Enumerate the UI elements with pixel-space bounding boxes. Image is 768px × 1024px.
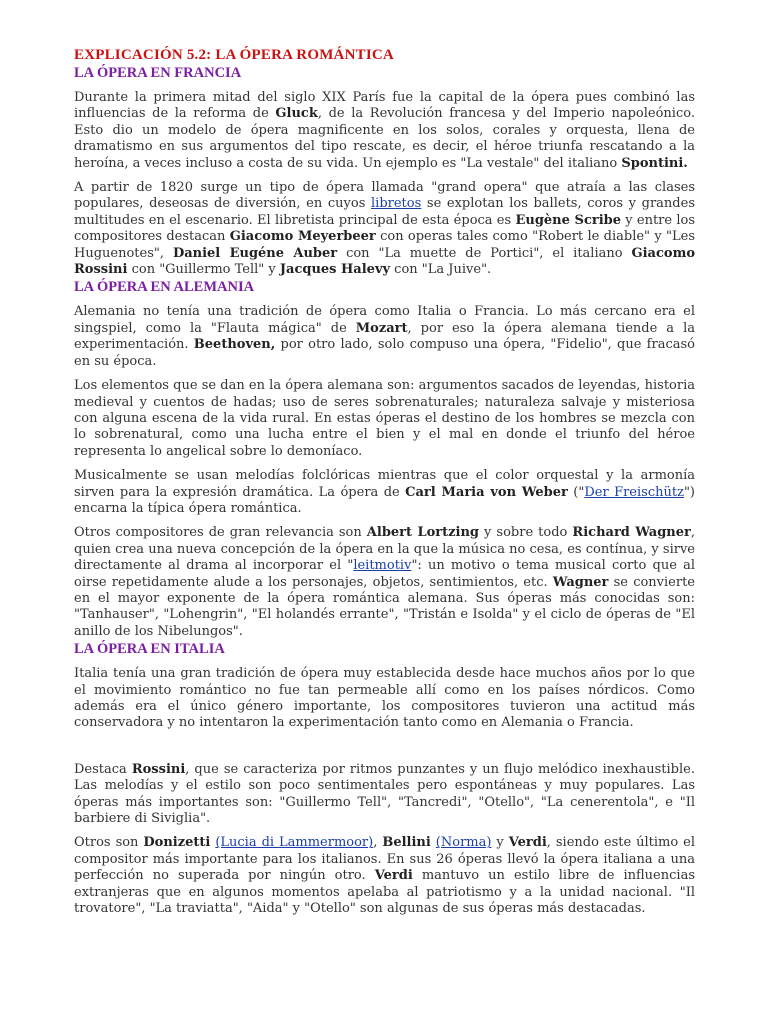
bold-name: Carl Maria von Weber <box>405 484 568 500</box>
inline-link[interactable]: leitmotiv <box>353 558 412 574</box>
text-run: con "Guillermo Tell" y <box>127 262 280 278</box>
text-run: Musicalmente se usan melodías folclóricas mientras que el color orquestal y la armonía sirven para la expresión dramática. La ópera de <box>74 468 695 500</box>
bold-name: Bellini <box>382 835 431 851</box>
bold-name: Verdi <box>374 868 413 884</box>
text-run: ") encarna la típica ópera romántica. <box>74 484 695 516</box>
bold-name: Donizetti <box>143 835 211 851</box>
bold-name: Giacomo Meyerbeer <box>229 229 376 245</box>
text-run: Durante la primera mitad del siglo XIX París fue la capital de la ópera pues combinó las influencias de la reforma de <box>74 90 695 122</box>
bold-name: Eugène Scribe <box>515 212 622 228</box>
text-run: , siendo este último el compositor más importante para los italianos. En sus 26 óperas llevó la ópera italiana a una perfección no superada por ningún otro. <box>74 835 696 884</box>
text-run: ": un motivo o tema musical corto que al oirse repetidamente alude a los personajes, objetos, sentimientos, etc. <box>74 558 695 590</box>
document-body <box>74 64 695 917</box>
bold-name: Giacomo Rossini <box>74 245 695 278</box>
text-run: mantuvo un estilo libre de influencias extranjeras que en algunos momentos apelaba al patriotismo y a la unidad nacional. "Il trovatore", "La traviatta", "Aida" y "Otello" son algunas de sus óperas más destacadas. <box>74 868 695 917</box>
text-run: (" <box>567 484 585 500</box>
section-heading: LA ÓPERA EN ALEMANIA <box>74 279 255 296</box>
text-run: con operas tales como "Robert le diable" y "Les Huguenotes", <box>74 229 696 261</box>
paragraph <box>74 90 695 172</box>
bold-name: Verdi <box>508 835 547 851</box>
inline-link[interactable]: (Norma) <box>435 835 492 851</box>
text-run: Destaca <box>74 761 132 777</box>
text-run: Otros compositores de gran relevancia son <box>74 525 367 541</box>
paragraph <box>74 304 695 370</box>
bold-name: Jacques Halevy <box>279 262 391 278</box>
inline-link[interactable]: (Lucia di Lammermoor) <box>215 835 374 851</box>
text-run: con "La muette de Portici", el italiano <box>337 245 632 261</box>
paragraph <box>74 180 695 278</box>
text-run: Alemania no tenía una tradición de ópera como Italia o Francia. Lo más cercano era el singspiel, como la "Flauta mágica" de <box>74 304 695 336</box>
text-run: Los elementos que se dan en la ópera alemana son: argumentos sacados de leyendas, historia medieval y cuentos de hadas; uso de seres sobrenaturales; naturaleza salvaje y misteriosa con alguna escena de la vida rural. En estas óperas el destino de los hombres se mezcla con lo sobrenatural, como una lucha entre el bien y el mal en donde el triunfo del héroe representa lo angelical sobre lo demoníaco. <box>74 378 695 459</box>
text-run: , <box>373 835 383 851</box>
paragraph <box>74 378 695 460</box>
section-alemania <box>74 278 695 640</box>
text-run: por otro lado, solo compuso una ópera, "Fidelio", que fracasó en su época. <box>74 337 695 369</box>
paragraph <box>74 666 695 732</box>
inline-link[interactable]: libretos <box>371 196 422 212</box>
text-run: , de la Revolución francesa y del Imperio napoleónico. Esto dio un modelo de ópera magnificente en los solos, corales y orquesta, llena de dramatismo en sus argumentos del tipo rescate, es decir, el héroe triunfa rescatando a la heroína, a veces incluso a costa de su vida. Un ejemplo es "La vestale" del italiano <box>74 106 695 171</box>
text-run: y entre los compositores destacan <box>74 212 696 245</box>
paragraph <box>74 835 695 917</box>
bold-name: Wagner <box>552 574 609 590</box>
bold-name: Richard Wagner <box>572 525 691 541</box>
text-run: A partir de 1820 surge un tipo de ópera llamada "grand opera" que atraía a las clases populares, deseosas de diversión, en cuyos <box>74 180 695 212</box>
section-heading: LA ÓPERA EN ITALIA <box>74 641 225 658</box>
section-francia <box>74 64 695 278</box>
text-run: y sobre todo <box>479 525 573 541</box>
text-run: se convierte en el mayor exponente de la ópera romántica alemana. Sus óperas más conocidas son: "Tanhauser", "Lohengrin", "El holandés errante", "Tristán e Isolda" y el ciclo de óperas de "El anillo de los Nibelungos". <box>74 574 696 639</box>
bold-name: Mozart <box>355 320 408 336</box>
bold-name: Albert Lortzing <box>366 525 479 541</box>
text-run: , quien crea una nueva concepción de la ópera en la que la música no cesa, es contínua, y sirve directamente al drama al incorporar el " <box>74 525 695 574</box>
paragraph <box>74 468 695 517</box>
paragraph <box>74 525 695 640</box>
bold-name: Daniel Eugéne Auber <box>172 245 338 261</box>
bold-name: Spontini. <box>621 155 688 171</box>
text-run: Otros son <box>74 835 144 851</box>
document-page <box>74 46 695 917</box>
text-run: se explotan los ballets, coros y grandes multitudes en el escenario. El libretista principal de esta época es <box>74 196 695 228</box>
bold-name: Rossini <box>131 761 186 777</box>
text-run: , por eso la ópera alemana tiende a la experimentación. <box>74 320 695 353</box>
section-italia <box>74 640 695 917</box>
bold-name: Gluck <box>275 106 318 122</box>
inline-link[interactable]: Der Freischütz <box>584 484 684 500</box>
text-run: con "La Juive". <box>390 262 492 278</box>
text-run: Italia tenía una gran tradición de ópera muy establecida desde hace muchos años por lo que el movimiento romántico no fue tan permeable allí como en los países nórdicos. Como además era el único género importante, los compositores tuvieron una actitud más conservadora y no intentaron la experimentación tanto como en Alemania o Francia. <box>74 666 695 731</box>
bold-name: Beethoven, <box>193 337 276 353</box>
page-title: EXPLICACIÓN 5.2: LA ÓPERA ROMÁNTICA <box>74 47 394 63</box>
text-run: y <box>491 835 509 851</box>
text-run: , que se caracteriza por ritmos punzantes y un flujo melódico inexhaustible. Las melodías y el estilo son poco sentimentales pero espontáneas y muy populares. Las óperas más importantes son: "Guillermo Tell", "Tancredi", "Otello", "La cenerentola", e "Il barbiere di Siviglia". <box>74 761 695 827</box>
section-heading: LA ÓPERA EN FRANCIA <box>74 65 242 81</box>
paragraph <box>74 762 695 828</box>
